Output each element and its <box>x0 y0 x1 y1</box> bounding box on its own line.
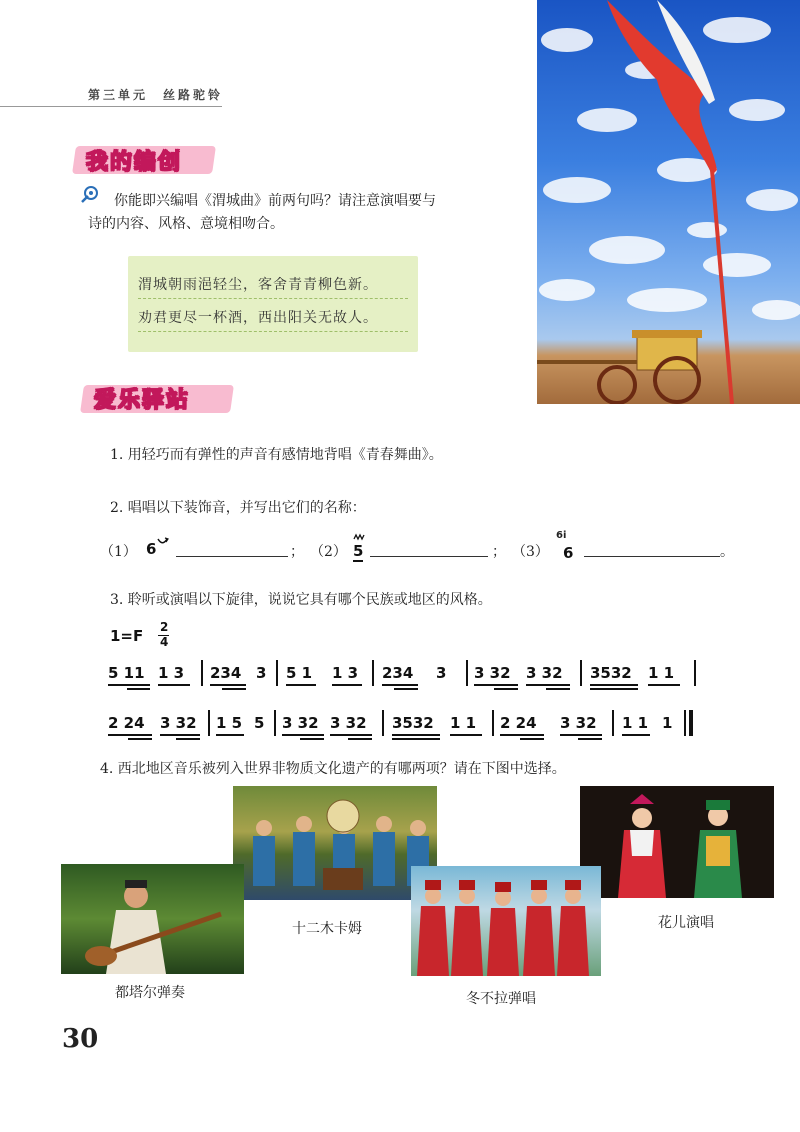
underline <box>520 738 544 740</box>
q2-blank-1[interactable] <box>176 556 288 557</box>
header-rule <box>0 106 222 107</box>
underline <box>394 688 418 690</box>
melody-1-note-8: 3 <box>436 664 447 682</box>
barline <box>492 710 494 736</box>
hua-er-caption: 花儿演唱 <box>658 915 714 931</box>
underline <box>348 738 372 740</box>
underline <box>450 734 482 736</box>
underline <box>382 684 418 686</box>
q2-item-3-label: （3） <box>512 544 549 560</box>
q2-note-2: 5 <box>353 542 364 560</box>
melody-2-note-12: 1 <box>662 714 673 732</box>
poem-line-2: 劝君更尽一杯酒，西出阳关无故人。 <box>138 307 408 332</box>
melody-2-note-4: 5 <box>254 714 265 732</box>
melody-1-note-10: 3 32 <box>526 664 563 682</box>
underline <box>216 734 244 736</box>
q2-item-1-label: （1） <box>100 544 137 560</box>
melody-1-note-4: 3 <box>256 664 267 682</box>
underline <box>176 738 200 740</box>
section1-intro: 你能即兴编唱《渭城曲》前两句吗？请注意演唱要与诗的内容、风格、意境相吻合。 <box>88 193 436 232</box>
page-number: 30 <box>62 1024 99 1054</box>
underline <box>108 684 150 686</box>
muqam-photo <box>233 786 437 900</box>
q2-sep-2: ； <box>492 544 506 560</box>
q2-note-2-underline <box>353 560 363 562</box>
barline <box>372 660 374 686</box>
barline <box>382 710 384 736</box>
melody-1-note-12: 1 1 <box>648 664 675 682</box>
underline <box>500 734 544 736</box>
q2-blank-3[interactable] <box>584 556 720 557</box>
underline <box>648 684 680 686</box>
underline <box>108 734 152 736</box>
melody-2-note-11: 1 1 <box>622 714 649 732</box>
underline <box>494 688 518 690</box>
key-signature: 1=F <box>110 627 144 645</box>
poem-line-1: 渭城朝雨浥轻尘，客舍青青柳色新。 <box>138 274 408 299</box>
melody-1-note-7: 234 <box>382 664 414 682</box>
barline <box>580 660 582 686</box>
melody-2-note-5: 3 32 <box>282 714 319 732</box>
underline <box>622 734 650 736</box>
underline <box>210 684 246 686</box>
melody-2-note-3: 1 5 <box>216 714 243 732</box>
question-1: 1. 用轻巧而有弹性的声音有感情地背唱《青春舞曲》。 <box>110 447 443 463</box>
underline <box>474 684 518 686</box>
melody-2-note-1: 2 24 <box>108 714 145 732</box>
underline <box>560 734 602 736</box>
barline <box>466 660 468 686</box>
time-signature-den: 4 <box>160 635 169 649</box>
melody-1-note-3: 234 <box>210 664 242 682</box>
q2-note-1: 6 <box>146 540 157 558</box>
unit-header: 第三单元 丝路驼铃 <box>88 88 224 102</box>
barline <box>276 660 278 686</box>
time-signature-top: 2 <box>160 620 169 634</box>
section1-title: 我的编创 <box>86 150 183 175</box>
hua-er-photo <box>580 786 774 898</box>
melody-2-note-10: 3 32 <box>560 714 597 732</box>
melody-2-note-2: 3 32 <box>160 714 197 732</box>
q2-end: 。 <box>720 544 734 560</box>
melody-2-note-6: 3 32 <box>330 714 367 732</box>
turn-ornament-icon <box>157 536 169 546</box>
melody-2-note-9: 2 24 <box>500 714 537 732</box>
underline <box>222 688 246 690</box>
melody-1-note-1: 5 11 <box>108 664 145 682</box>
underline <box>158 684 190 686</box>
underline <box>590 688 638 690</box>
melody-1-note-6: 1 3 <box>332 664 359 682</box>
question-3: 3. 聆听或演唱以下旋律，说说它具有哪个民族或地区的风格。 <box>110 592 492 608</box>
section2-title: 爱乐驿站 <box>94 388 191 413</box>
dutar-photo <box>61 864 244 974</box>
underline <box>127 688 150 690</box>
underline <box>300 738 324 740</box>
dombra-caption: 冬不拉弹唱 <box>466 991 536 1007</box>
muqam-caption: 十二木卡姆 <box>292 921 362 937</box>
barline <box>208 710 210 736</box>
q2-sep-1: ； <box>290 544 304 560</box>
sky-flag-photo <box>537 0 800 404</box>
underline <box>286 684 316 686</box>
underline <box>128 738 152 740</box>
melody-1-note-5: 5 1 <box>286 664 313 682</box>
melody-1-note-9: 3 32 <box>474 664 511 682</box>
barline <box>612 710 614 736</box>
melody-2-note-7: 3532 <box>392 714 434 732</box>
underline <box>526 684 570 686</box>
barline <box>201 660 203 686</box>
underline <box>546 688 570 690</box>
question-4: 4. 西北地区音乐被列入世界非物质文化遗产的有哪两项？请在下图中选择。 <box>100 761 566 777</box>
q2-blank-2[interactable] <box>370 556 488 557</box>
barline <box>694 660 696 686</box>
underline <box>332 684 362 686</box>
barline <box>274 710 276 736</box>
q2-note-3: 6 <box>563 544 574 562</box>
underline <box>330 734 372 736</box>
underline <box>590 684 638 686</box>
final-barline-thin <box>684 710 686 736</box>
melody-1-note-11: 3532 <box>590 664 632 682</box>
underline <box>392 738 440 740</box>
underline <box>578 738 602 740</box>
melody-1-note-2: 1 3 <box>158 664 185 682</box>
q2-item-2-label: （2） <box>310 544 347 560</box>
poem-box <box>128 256 418 352</box>
underline <box>160 734 200 736</box>
dutar-caption: 都塔尔弹奏 <box>115 985 185 1001</box>
underline <box>282 734 324 736</box>
underline <box>392 734 440 736</box>
melody-2-note-8: 1 1 <box>450 714 477 732</box>
final-barline-thick <box>689 710 693 736</box>
question-2: 2. 唱唱以下装饰音，并写出它们的名称： <box>110 500 366 516</box>
dombra-photo <box>411 866 601 976</box>
q2-grace-3: 6i <box>556 530 567 541</box>
mordent-icon <box>353 533 365 541</box>
